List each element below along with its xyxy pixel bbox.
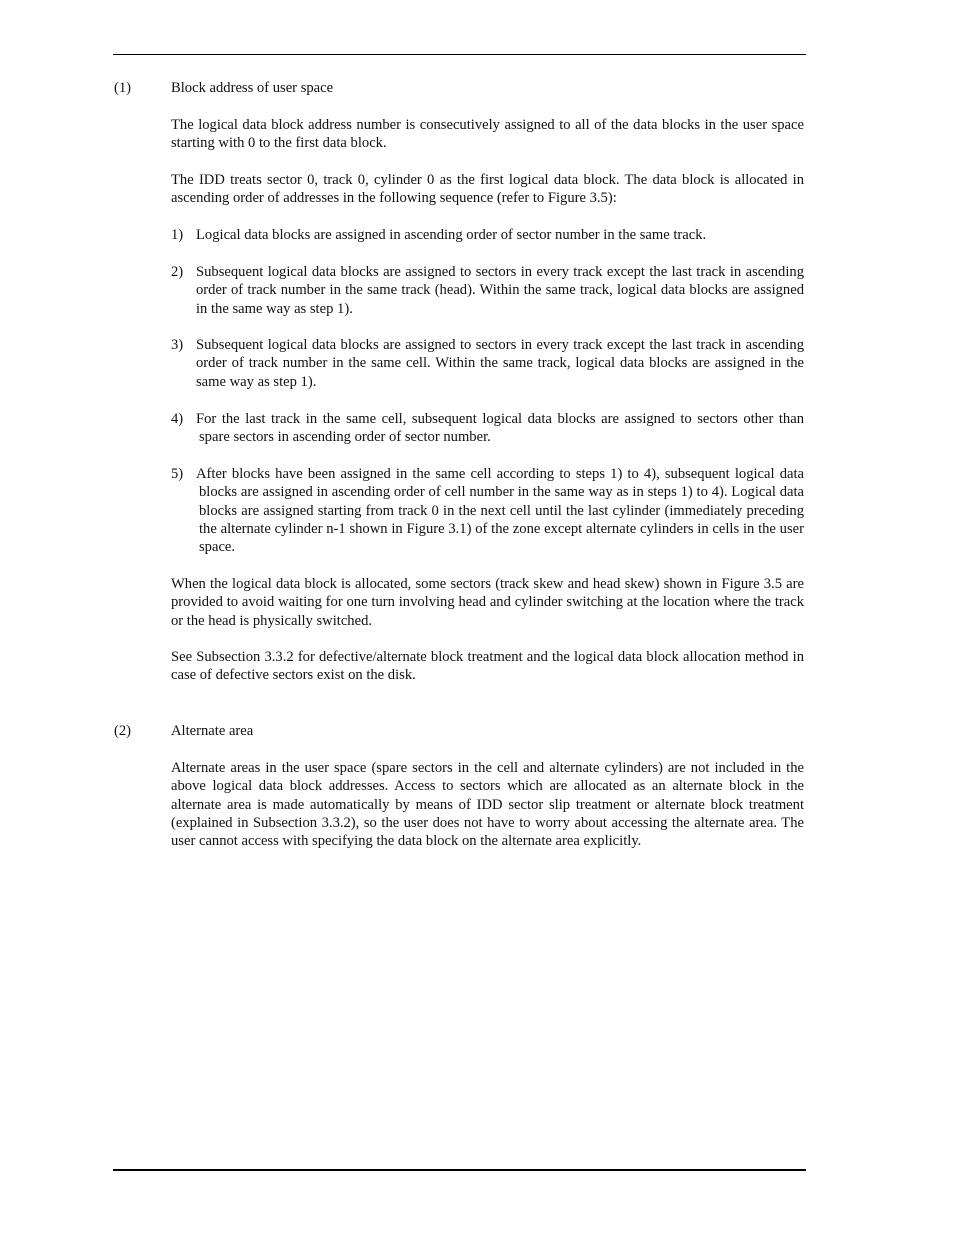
step-2-text: Subsequent logical data blocks are assigned to sectors in every track except the last track in ascending order of track number in the same track (head). Within the same track, logical data blocks are assigned in the same way as step 1).	[196, 264, 804, 317]
section-1-number: (1)	[114, 80, 132, 96]
section-1-paragraph-1: The logical data block address number is consecutively assigned to all of the data blocks in the user space starting with 0 to the first data block.	[171, 117, 804, 152]
step-4-text: For the last track in the same cell, subsequent logical data blocks are assigned to sectors other than spare sectors in ascending order of sector number.	[196, 411, 804, 446]
step-3-text: Subsequent logical data blocks are assigned to sectors in every track except the last track in ascending order of track number in the same cell. Within the same track, logical data blocks are assigned in the same way as step 1).	[196, 337, 804, 390]
step-5	[171, 465, 804, 556]
section-1-paragraph-3: When the logical data block is allocated, some sectors (track skew and head skew) shown in Figure 3.5 are provided to avoid waiting for one turn involving head and cylinder switching at the location where the track or the head is physically switched.	[171, 576, 804, 629]
step-1-text: Logical data blocks are assigned in ascending order of sector number in the same track.	[196, 227, 707, 243]
step-2-number: 2)	[171, 264, 184, 280]
step-2	[171, 263, 804, 318]
section-1-paragraph-2: The IDD treats sector 0, track 0, cylinder 0 as the first logical data block. The data block is allocated in ascending order of addresses in the following sequence (refer to Figure 3.5):	[171, 172, 804, 207]
step-1-number: 1)	[171, 227, 184, 243]
step-4	[171, 410, 804, 447]
step-5-text: After blocks have been assigned in the same cell according to steps 1) to 4), subsequent logical data blocks are assigned in ascending order of cell number in the same way as in steps 1) to 4). Logical data blocks are assigned starting from track 0 in the next cell until the last cylinder (immediately preceding the alternate cylinder n-1 shown in Figure 3.1) of the zone except alternate cylinders in cells in the user space.	[196, 466, 804, 556]
step-4-number: 4)	[171, 411, 184, 427]
section-2-number: (2)	[114, 723, 132, 739]
section-1-paragraph-4: See Subsection 3.3.2 for defective/alternate block treatment and the logical data block allocation method in case of defective sectors exist on the disk.	[171, 649, 804, 684]
step-3	[171, 336, 804, 391]
step-3-number: 3)	[171, 337, 184, 353]
section-2-paragraph-1: Alternate areas in the user space (spare sectors in the cell and alternate cylinders) are not included in the above logical data block addresses. Access to sectors which are allocated as an alternate block in the alternate area is made automatically by means of IDD sector slip treatment or alternate block treatment (explained in Subsection 3.3.2), so the user does not have to worry about accessing the alternate area. The user cannot access with specifying the data block on the alternate area explicitly.	[171, 760, 804, 850]
step-5-number: 5)	[171, 466, 184, 482]
section-2-title: Alternate area	[171, 723, 254, 739]
footer-rule	[113, 1169, 806, 1171]
header-rule	[113, 54, 806, 55]
section-1-title: Block address of user space	[171, 80, 334, 96]
step-1	[171, 226, 804, 244]
